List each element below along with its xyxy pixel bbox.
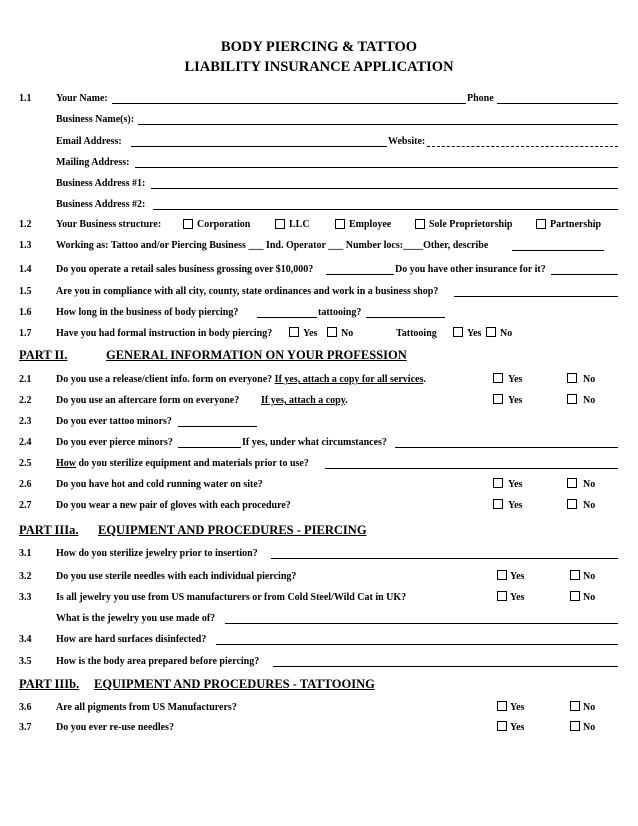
gloves-question: Do you wear a new pair of gloves with each procedure? [56,500,291,511]
item-number: 3.4 [19,634,32,645]
jewelry-material-field[interactable] [225,623,618,624]
yes-label: Yes [510,722,525,733]
jewelry-material-question: What is the jewelry you use made of? [56,613,216,624]
yes-label: Yes [510,702,525,713]
aftercare-form-yes-checkbox[interactable] [493,394,503,404]
item-number: 3.5 [19,656,32,667]
no-label: No [341,328,354,339]
part-ii-heading: GENERAL INFORMATION ON YOUR PROFESSION [106,348,407,362]
your-name-label: Your Name: [56,93,108,104]
no-label: No [583,500,596,511]
body-prep-field[interactable] [273,666,618,667]
no-label: No [583,479,596,490]
no-label: No [583,571,596,582]
item-number: 3.6 [19,702,32,713]
release-form-yes-checkbox[interactable] [493,373,503,383]
phone-label: Phone [467,93,494,104]
website-label: Website: [388,136,426,147]
item-number: 1.3 [19,240,32,251]
running-water-question: Do you have hot and cold running water on site? [56,479,263,490]
body-prep-question: How is the body area prepared before piercing? [56,656,260,667]
item-number: 3.2 [19,571,32,582]
gloves-no-checkbox[interactable] [567,499,577,509]
tattooing-label: tattooing? [318,307,362,318]
no-label: No [583,702,596,713]
part-iiib-label: PART IIIb. [19,677,80,691]
pigments-yes-checkbox[interactable] [497,701,507,711]
no-label: No [583,592,596,603]
pigments-no-checkbox[interactable] [570,701,580,711]
yes-label: Yes [303,328,318,339]
form-title-line1: BODY PIERCING & TATTOO [220,39,418,55]
no-label: No [583,374,596,385]
sole-proprietorship-label: Sole Proprietorship [429,219,513,230]
item-number: 2.6 [19,479,32,490]
business-address-2-field[interactable] [153,209,618,210]
compliance-question: Are you in compliance with all city, county, state ordinances and work in a business shop? [56,286,439,297]
part-iiib-heading: EQUIPMENT AND PROCEDURES - TATTOOING [94,677,375,691]
business-address-1-field[interactable] [151,188,618,189]
item-number: 2.1 [19,374,32,385]
other-insurance-question: Do you have other insurance for it? [395,264,546,275]
corporation-checkbox[interactable] [183,219,193,229]
item-number: 2.7 [19,500,32,511]
yes-label: Yes [508,374,523,385]
item-number: 3.3 [19,592,32,603]
aftercare-attach-note: If yes, attach a copy. [261,395,348,406]
sole-proprietorship-checkbox[interactable] [415,219,425,229]
partnership-checkbox[interactable] [536,219,546,229]
piercing-years-field[interactable] [257,317,317,318]
mailing-address-field[interactable] [135,167,618,168]
yes-label: Yes [510,571,525,582]
no-label: No [500,328,513,339]
email-label: Email Address: [56,136,122,147]
jewelry-source-question: Is all jewelry you use from US manufacturers or from Cold Steel/Wild Cat in UK? [56,592,407,603]
reuse-needles-no-checkbox[interactable] [570,721,580,731]
other-insurance-field[interactable] [551,274,618,275]
item-number: 1.5 [19,286,32,297]
no-label: No [583,395,596,406]
part-iiia-label: PART IIIa. [19,523,79,537]
item-number: 2.5 [19,458,32,469]
yes-label: Yes [508,479,523,490]
instruction-piercing-no-checkbox[interactable] [327,327,337,337]
jewelry-source-no-checkbox[interactable] [570,591,580,601]
tattoo-minors-question: Do you ever tattoo minors? [56,416,172,427]
llc-label: LLC [289,219,310,230]
circumstances-field[interactable] [395,447,618,448]
email-field[interactable] [131,146,387,147]
aftercare-form-question: Do you use an aftercare form on everyone? [56,395,240,406]
running-water-no-checkbox[interactable] [567,478,577,488]
item-number: 1.6 [19,307,32,318]
reuse-needles-yes-checkbox[interactable] [497,721,507,731]
release-form-no-checkbox[interactable] [567,373,577,383]
instruction-question: Have you had formal instruction in body piercing? [56,328,273,339]
business-address-2-label: Business Address #2: [56,199,146,210]
item-number: 1.1 [19,93,32,104]
yes-label: Yes [467,328,482,339]
corporation-label: Corporation [197,219,251,230]
item-number: 1.4 [19,264,32,275]
item-number: 1.2 [19,219,32,230]
yes-label: Yes [508,395,523,406]
other-describe-field[interactable] [512,250,604,251]
no-label: No [583,722,596,733]
yes-label: Yes [510,592,525,603]
item-number: 2.2 [19,395,32,406]
jewelry-source-yes-checkbox[interactable] [497,591,507,601]
retail-sales-question: Do you operate a retail sales business grossing over $10,000? [56,264,314,275]
pierce-minors-question: Do you ever pierce minors? [56,437,173,448]
item-number: 2.3 [19,416,32,427]
release-form-question: Do you use a release/client info. form on everyone? If yes, attach a copy for all services. [56,374,426,385]
pierce-minors-field[interactable] [178,447,241,448]
phone-field[interactable] [497,103,618,104]
sterile-needles-yes-checkbox[interactable] [497,570,507,580]
part-iiia-heading: EQUIPMENT AND PROCEDURES - PIERCING [98,523,367,537]
hard-surfaces-question: How are hard surfaces disinfected? [56,634,207,645]
reuse-needles-question: Do you ever re-use needles? [56,722,174,733]
sterile-needles-no-checkbox[interactable] [570,570,580,580]
pigments-question: Are all pigments from US Manufacturers? [56,702,237,713]
item-number: 3.7 [19,722,32,733]
yes-label: Yes [508,500,523,511]
item-number: 3.1 [19,548,32,559]
business-address-1-label: Business Address #1: [56,178,146,189]
sterile-needles-question: Do you use sterile needles with each individual piercing? [56,571,297,582]
running-water-yes-checkbox[interactable] [493,478,503,488]
compliance-field[interactable] [454,296,618,297]
sterilize-equipment-field[interactable] [325,468,618,469]
gloves-yes-checkbox[interactable] [493,499,503,509]
part-ii-label: PART II. [19,348,68,362]
tattooing-instruction-label: Tattooing [396,328,437,339]
instruction-tattooing-yes-checkbox[interactable] [453,327,463,337]
working-as-label: Working as: Tattoo and/or Piercing Business ___ Ind. Operator ___ Number locs:____Other, describe [56,240,489,251]
llc-checkbox[interactable] [275,219,285,229]
instruction-tattooing-no-checkbox[interactable] [486,327,496,337]
tattoo-minors-field[interactable] [178,426,257,427]
employee-checkbox[interactable] [335,219,345,229]
sterilize-jewelry-question: How do you sterilize jewelry prior to insertion? [56,548,258,559]
how-long-question: How long in the business of body piercing? [56,307,239,318]
retail-sales-field[interactable] [326,274,394,275]
tattooing-years-field[interactable] [366,317,445,318]
website-field[interactable] [427,146,618,147]
hard-surfaces-field[interactable] [216,644,618,645]
item-number: 2.4 [19,437,32,448]
business-names-field[interactable] [138,124,618,125]
sterilize-jewelry-field[interactable] [271,558,618,559]
circumstances-label: If yes, under what circumstances? [242,437,387,448]
your-name-field[interactable] [112,103,466,104]
item-number: 1.7 [19,328,32,339]
aftercare-form-no-checkbox[interactable] [567,394,577,404]
form-title-line2: LIABILITY INSURANCE APPLICATION [184,59,454,75]
partnership-label: Partnership [550,219,602,230]
sterilize-equipment-question: How do you sterilize equipment and materials prior to use? [56,458,309,469]
instruction-piercing-yes-checkbox[interactable] [289,327,299,337]
business-names-label: Business Name(s): [56,114,135,125]
business-structure-label: Your Business structure: [56,219,162,230]
employee-label: Employee [349,219,392,230]
mailing-address-label: Mailing Address: [56,157,130,168]
